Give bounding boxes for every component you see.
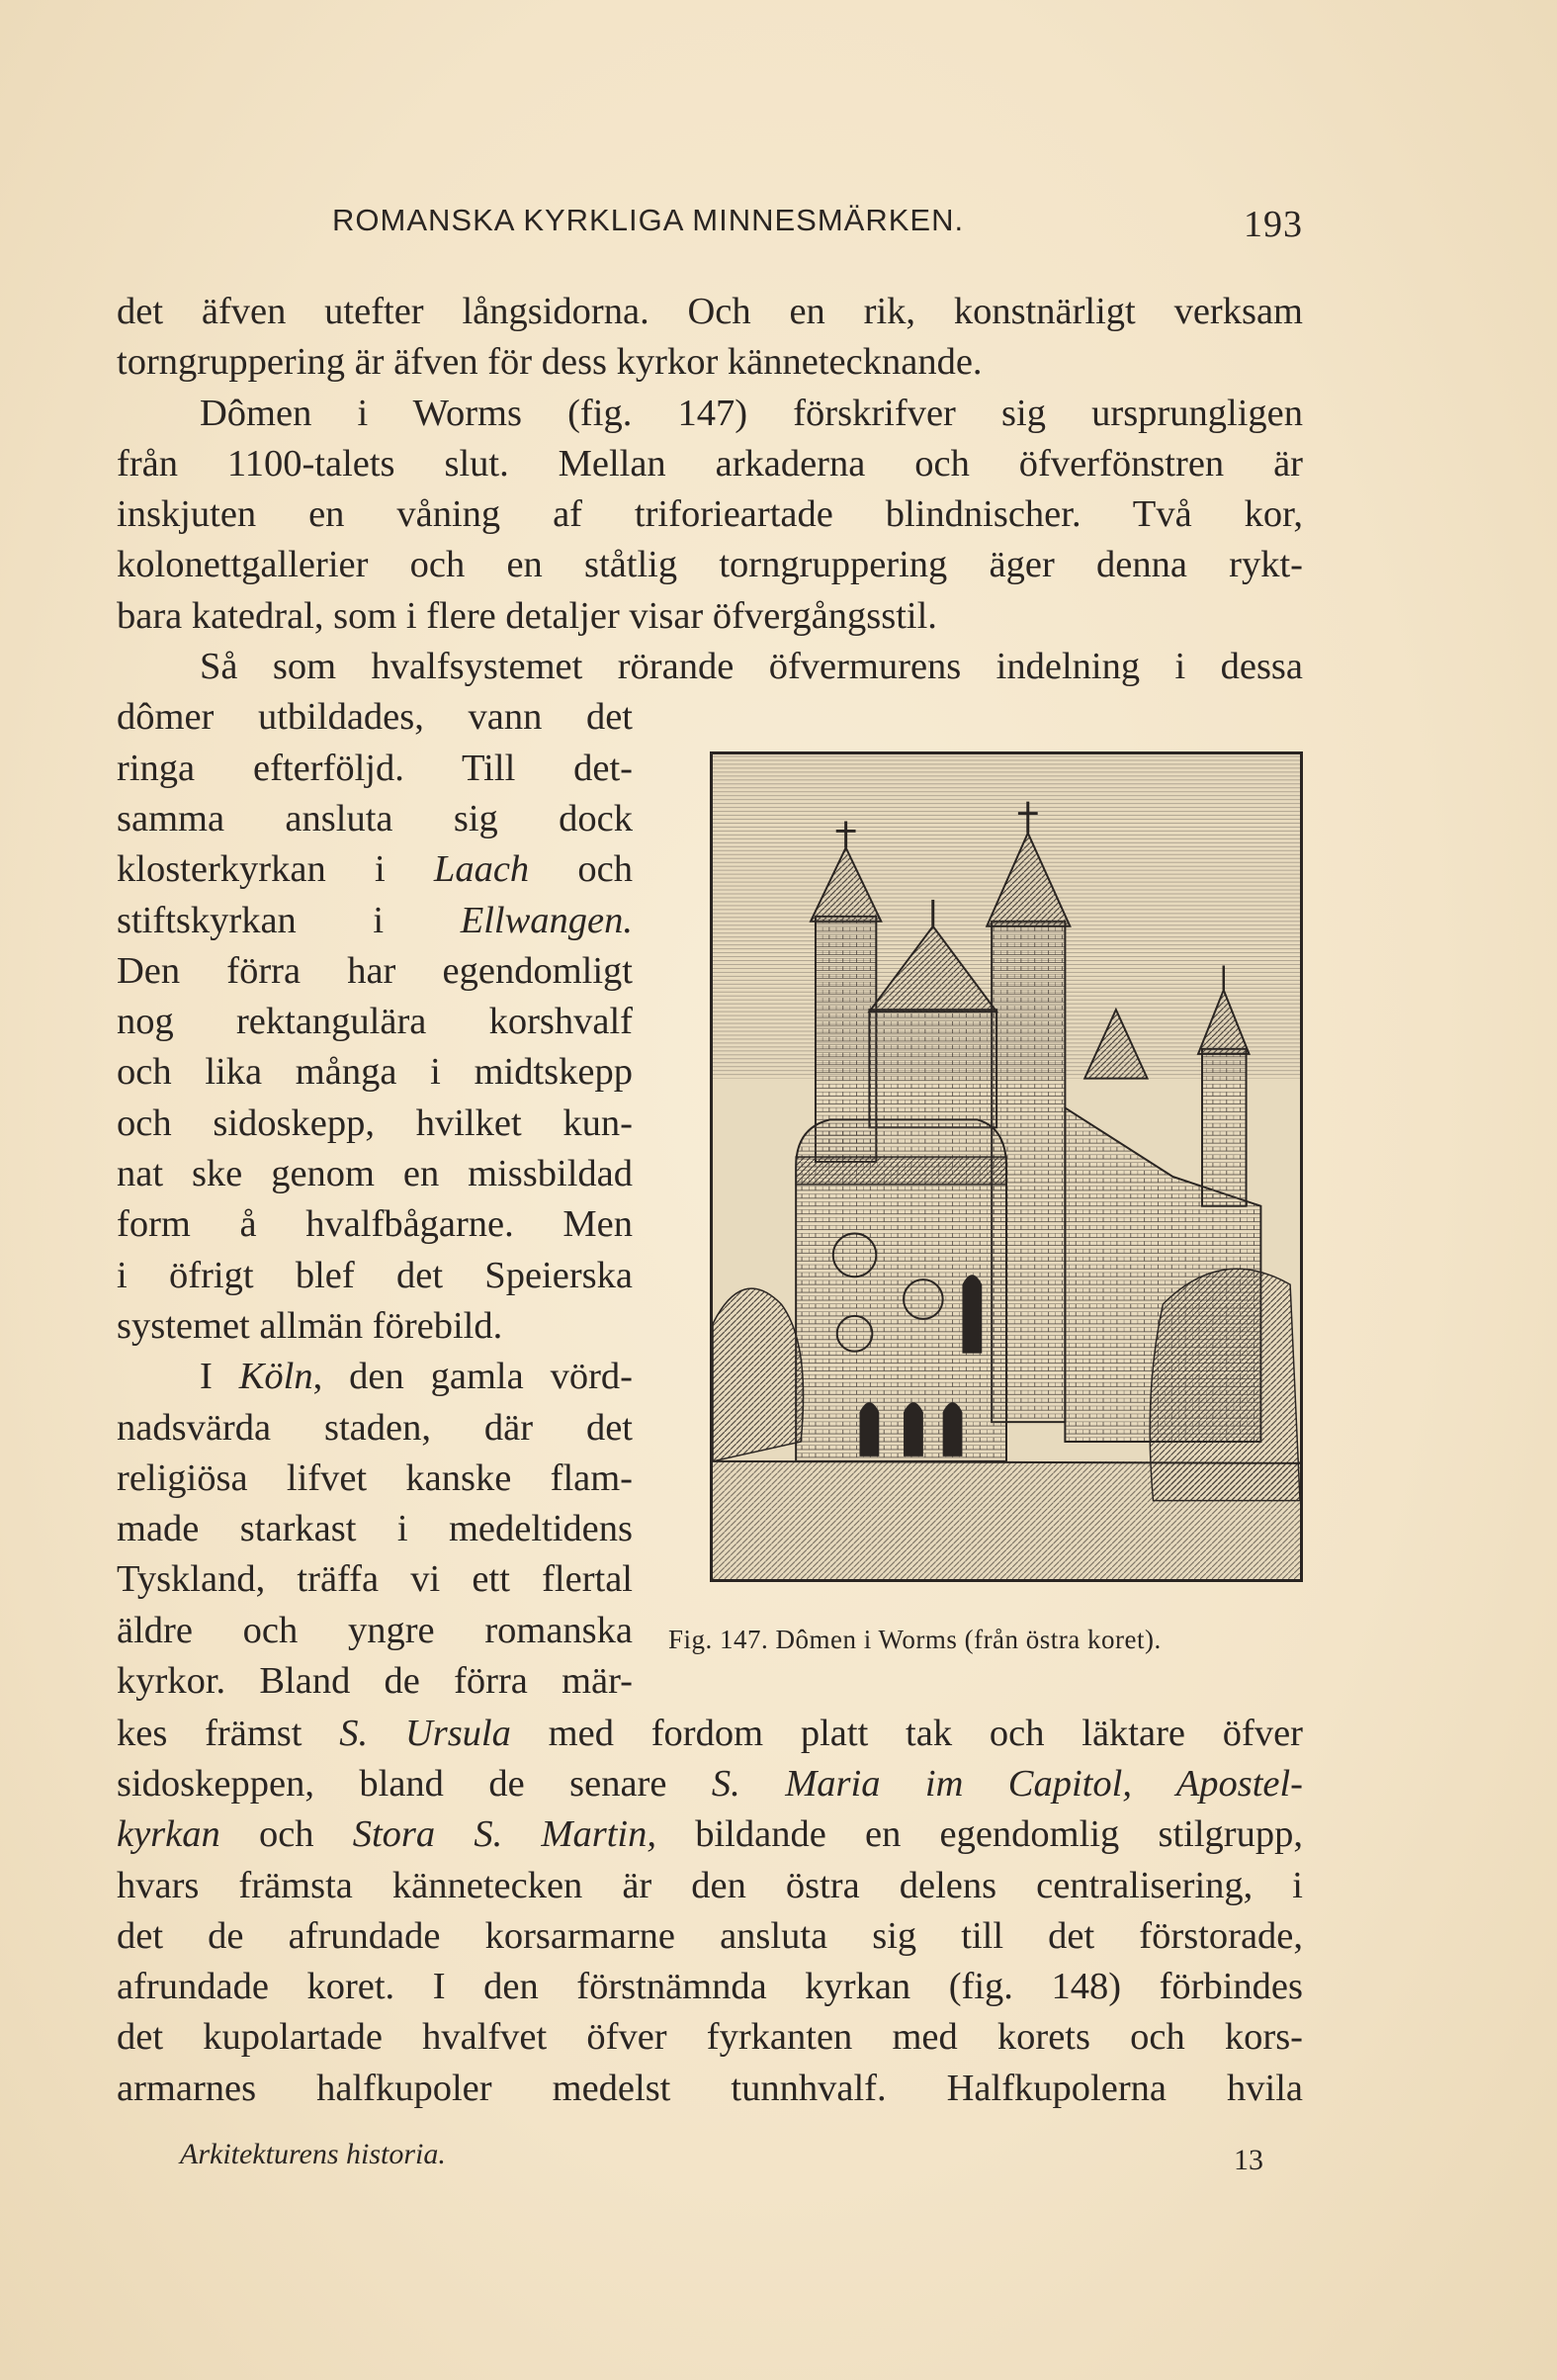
place-koln: Köln [238, 1356, 313, 1398]
text-line: Så som hvalfsystemet rörande öfvermurens indelning i dessa [200, 646, 1303, 688]
figure-caption: Fig. 147. Dômen i Worms (från östra koret). [668, 1625, 1162, 1654]
text-line: stiftskyrkan i Ellwangen. [117, 899, 633, 941]
church-s-maria-apostel: S. Maria im Capitol, Apostel- [711, 1762, 1303, 1805]
page-header [117, 203, 1303, 252]
church-stora-s-martin: Stora S. Martin, [352, 1813, 657, 1856]
cathedral-engraving [713, 754, 1300, 1579]
text-line: det de afrundade korsarmarne ansluta sig till det förstorade, [117, 1914, 1303, 1957]
text-line: kolonettgallerier och en ståtlig torngruppering äger denna rykt- [117, 544, 1303, 586]
text-line: armarnes halfkupoler medelst tunnhvalf. Halfkupolerna hvila [117, 2067, 1303, 2109]
sheet-number: 13 [1234, 2144, 1263, 2176]
text-line: äldre och yngre romanska [117, 1609, 633, 1651]
page-number: 193 [1244, 204, 1303, 245]
text-line: det äfven utefter långsidorna. Och en rik, konstnärligt verksam [117, 291, 1303, 332]
text-line: torngruppering är äfven för dess kyrkor kännetecknande. [117, 341, 983, 384]
text-line: afrundade koret. I den förstnämnda kyrkan (fig. 148) förbindes [117, 1966, 1303, 2008]
text-line: dômer utbildades, vann det [117, 696, 633, 739]
text-line: nadsvärda staden, där det [117, 1406, 633, 1449]
text-line: från 1100-talets slut. Mellan arkaderna och öfverfönstren är [117, 442, 1303, 485]
text-line: hvars främsta kännetecken är den östra delens centralisering, i [117, 1864, 1303, 1906]
text-line: kyrkor. Bland de förra mär- [117, 1660, 633, 1703]
text-line: Tyskland, träffa vi ett flertal [117, 1558, 633, 1601]
text-line: och sidoskepp, hvilket kun- [117, 1102, 633, 1144]
text-line: sidoskeppen, bland de senare S. Maria im Capitol, Apostel- [117, 1762, 1303, 1805]
text-line: kes främst S. Ursula med fordom platt tak och läktare öfver [117, 1712, 1303, 1754]
signature-mark: Arkitekturens historia. [180, 2138, 446, 2170]
text-line: Dômen i Worms (fig. 147) förskrifver sig ursprungligen [200, 392, 1303, 434]
text-line: nog rektangulära korshvalf [117, 1001, 633, 1043]
body-text-column [117, 692, 633, 1707]
church-s-ursula: S. Ursula [339, 1712, 511, 1754]
text-line: bara katedral, som i flere detaljer visar öfvergångsstil. [117, 594, 937, 637]
text-line: religiösa lifvet kanske flam- [117, 1456, 633, 1499]
text-line: det kupolartade hvalfvet öfver fyrkanten med korets och kors- [117, 2016, 1303, 2059]
text-line: klosterkyrkan i Laach och [117, 848, 633, 891]
figure-worms-cathedral [710, 751, 1303, 1582]
text-line: Den förra har egendomligt [117, 949, 633, 992]
text-line: i öfrigt blef det Speierska [117, 1254, 633, 1296]
text-line: inskjuten en våning af triforieartade blindnischer. Två kor, [117, 493, 1303, 536]
body-text-bottom [117, 1709, 1303, 2114]
text-line: systemet allmän förebild. [117, 1304, 503, 1347]
church-apostelkyrkan: kyrkan [117, 1813, 220, 1856]
text-line: nat ske genom en missbildad [117, 1153, 633, 1195]
body-text-top [117, 287, 1303, 692]
running-title: ROMANSKA KYRKLIGA MINNESMÄRKEN. [332, 203, 965, 237]
text-line: samma ansluta sig dock [117, 797, 633, 839]
text-line: kyrkan och Stora S. Martin, bildande en egendomlig stilgrupp, [117, 1813, 1303, 1856]
place-laach: Laach [433, 848, 530, 891]
place-ellwangen: Ellwangen. [460, 899, 633, 941]
text-line: made starkast i medeltidens [117, 1508, 633, 1550]
text-line: och lika många i midtskepp [117, 1051, 633, 1094]
text-line: ringa efterföljd. Till det- [117, 747, 633, 789]
text-line: I Köln, den gamla vörd- [200, 1356, 633, 1398]
text-line: form å hvalfbågarne. Men [117, 1203, 633, 1246]
